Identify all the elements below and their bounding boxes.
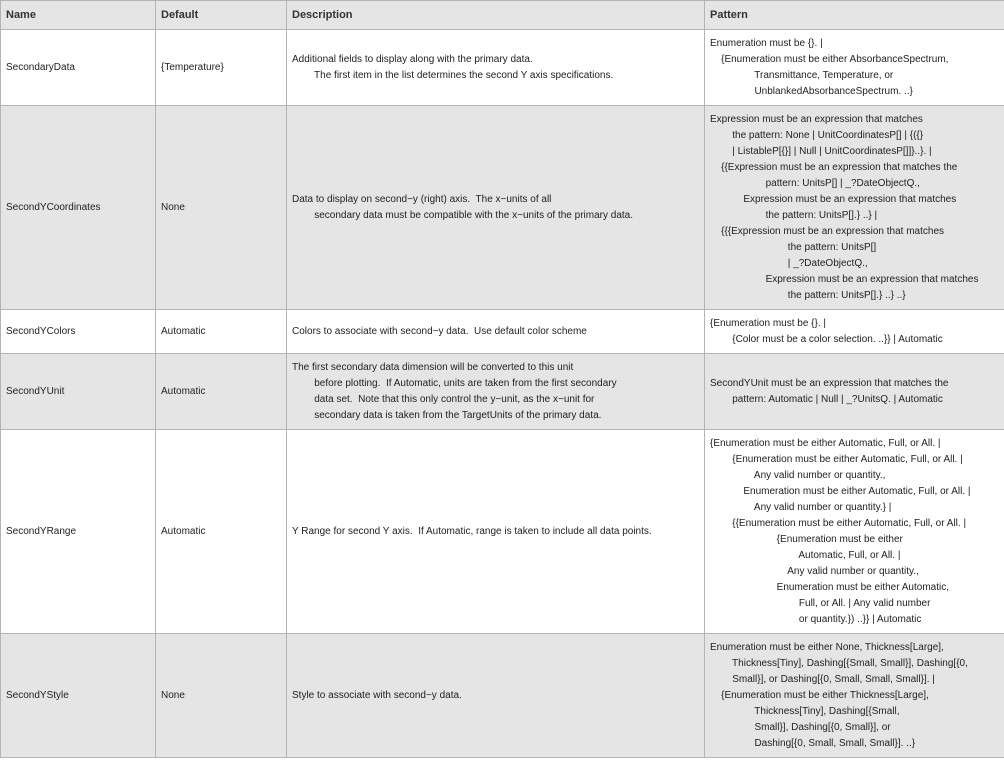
pattern-line: Transmittance, Temperature, or: [710, 69, 894, 81]
table-row: [1, 634, 1004, 758]
pattern-line: {{Enumeration must be either Automatic, Full, or All. |: [710, 517, 967, 529]
option-name: SecondYRange: [1, 430, 156, 634]
description-line: Additional fields to display along with the primary data.: [292, 53, 533, 65]
description-line: The first item in the list determines the second Y axis specifications.: [292, 69, 614, 81]
pattern-line: Small}], or Dashing[{0, Small, Small, Small}]. |: [710, 673, 935, 685]
pattern-line: {Enumeration must be {}. |: [710, 317, 827, 329]
pattern-line: Enumeration must be either None, Thickness[Large],: [710, 641, 944, 653]
pattern-line: pattern: Automatic | Null | _?UnitsQ. | Automatic: [710, 393, 943, 405]
pattern-line: Dashing[{0, Small, Small, Small}]. ..}: [710, 737, 916, 749]
pattern-line: {Enumeration must be either Automatic, Full, or All. |: [710, 453, 963, 465]
option-description: [287, 634, 705, 758]
option-default: None: [156, 634, 287, 758]
table-row: [1, 354, 1004, 430]
option-description: [287, 30, 705, 106]
description-line: Y Range for second Y axis. If Automatic, range is taken to include all data points.: [292, 525, 652, 537]
pattern-line: the pattern: UnitsP[]: [710, 241, 877, 253]
pattern-line: | _?DateObjectQ.,: [710, 257, 868, 269]
pattern-line: {Enumeration must be either Automatic, Full, or All. |: [710, 437, 941, 449]
pattern-line: or quantity.}) ..}} | Automatic: [710, 613, 922, 625]
pattern-line: Thickness[Tiny], Dashing[{Small, Small}], Dashing[{0,: [710, 657, 968, 669]
option-pattern: [705, 30, 1004, 106]
option-description: [287, 106, 705, 310]
option-default: {Temperature}: [156, 30, 287, 106]
pattern-line: Any valid number or quantity.,: [710, 469, 886, 481]
option-pattern: [705, 106, 1004, 310]
option-default: None: [156, 106, 287, 310]
pattern-line: Thickness[Tiny], Dashing[{Small,: [710, 705, 900, 717]
pattern-line: Any valid number or quantity.,: [710, 565, 919, 577]
pattern-line: the pattern: UnitsP[].} ..} |: [710, 209, 878, 221]
table-row: [1, 106, 1004, 310]
option-name: SecondaryData: [1, 30, 156, 106]
option-name: SecondYColors: [1, 310, 156, 354]
pattern-line: Expression must be an expression that matches: [710, 113, 923, 125]
pattern-line: Enumeration must be {}. |: [710, 37, 823, 49]
table-row: [1, 30, 1004, 106]
description-line: before plotting. If Automatic, units are taken from the first secondary: [292, 377, 617, 389]
pattern-line: pattern: UnitsP[] | _?DateObjectQ.,: [710, 177, 920, 189]
pattern-line: Enumeration must be either Automatic, Full, or All. |: [710, 485, 971, 497]
description-line: secondary data must be compatible with the x−units of the primary data.: [292, 209, 634, 221]
option-description: [287, 430, 705, 634]
column-header-description: Description: [287, 1, 705, 30]
pattern-line: the pattern: UnitsP[].} ..} ..}: [710, 289, 906, 301]
description-line: The first secondary data dimension will be converted to this unit: [292, 361, 574, 373]
pattern-line: SecondYUnit must be an expression that matches the: [710, 377, 949, 389]
pattern-line: {Enumeration must be either AbsorbanceSpectrum,: [710, 53, 949, 65]
pattern-line: | ListableP[{}] | Null | UnitCoordinatesP[]]}..}. |: [710, 145, 932, 157]
pattern-line: UnblankedAbsorbanceSpectrum. ..}: [710, 85, 913, 97]
pattern-line: Expression must be an expression that matches: [710, 273, 979, 285]
pattern-line: {Enumeration must be either Thickness[Large],: [710, 689, 929, 701]
option-default: Automatic: [156, 354, 287, 430]
option-name: SecondYUnit: [1, 354, 156, 430]
column-header-name: Name: [1, 1, 156, 30]
pattern-line: {{Expression must be an expression that matches the: [710, 161, 958, 173]
pattern-line: Small}], Dashing[{0, Small}], or: [710, 721, 891, 733]
option-description: [287, 354, 705, 430]
description-line: Style to associate with second−y data.: [292, 689, 462, 701]
option-pattern: [705, 354, 1004, 430]
pattern-line: Automatic, Full, or All. |: [710, 549, 901, 561]
pattern-line: Enumeration must be either Automatic,: [710, 581, 949, 593]
option-pattern: [705, 310, 1004, 354]
option-pattern: [705, 634, 1004, 758]
pattern-line: {Enumeration must be either: [710, 533, 903, 545]
pattern-line: the pattern: None | UnitCoordinatesP[] | {({}: [710, 129, 924, 141]
option-default: Automatic: [156, 430, 287, 634]
table-row: [1, 310, 1004, 354]
pattern-line: Full, or All. | Any valid number: [710, 597, 931, 609]
pattern-line: {Color must be a color selection. ..}} | Automatic: [710, 333, 943, 345]
pattern-line: {{{Expression must be an expression that matches: [710, 225, 945, 237]
pattern-line: Any valid number or quantity.} |: [710, 501, 892, 513]
option-name: SecondYStyle: [1, 634, 156, 758]
description-line: Data to display on second−y (right) axis. The x−units of all: [292, 193, 552, 205]
option-name: SecondYCoordinates: [1, 106, 156, 310]
table-row: [1, 430, 1004, 634]
column-header-default: Default: [156, 1, 287, 30]
column-header-pattern: Pattern: [705, 1, 1004, 30]
option-default: Automatic: [156, 310, 287, 354]
option-pattern: [705, 430, 1004, 634]
description-line: data set. Note that this only control the y−unit, as the x−unit for: [292, 393, 595, 405]
description-line: Colors to associate with second−y data. Use default color scheme: [292, 325, 587, 337]
header-row: [1, 1, 1004, 30]
option-description: [287, 310, 705, 354]
pattern-line: Expression must be an expression that matches: [710, 193, 957, 205]
description-line: secondary data is taken from the TargetUnits of the primary data.: [292, 409, 602, 421]
